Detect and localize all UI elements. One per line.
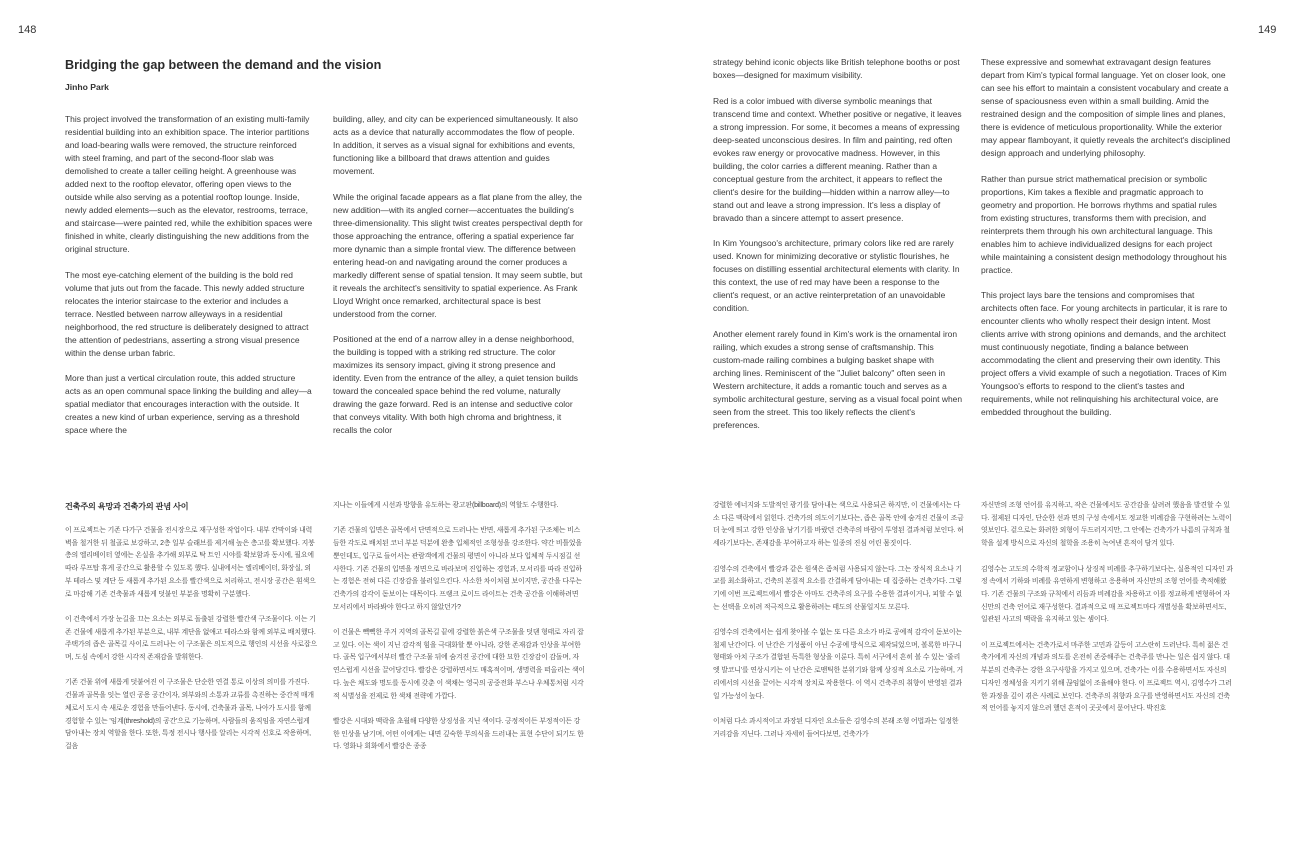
korean-column-4	[981, 500, 1233, 729]
korean-column-2	[333, 500, 585, 767]
paragraph: Red is a color imbued with diverse symbolic meanings that transcend time and context. Whether positive or negative, it leaves a strong impression. For some, it becomes a means of expressing deep-seated unconscious desires. In film and painting, red often evokes raw energy or provocative madness. However, in this building, the color carries a different meaning. Rather than a conceptual gesture from the architect, it appears to reflect the client's desire for the building—hidden within a narrow alley—to stand out and leave a strong impression. It's less a display of bravado than a sincere attempt to assert presence.	[713, 95, 962, 223]
paragraph: 이 건물은 빽빽한 주거 지역의 골목길 끝에 강렬한 붉은색 구조물을 덧댄 형태로 자리 잡고 있다. 이는 색이 지닌 감각적 힘을 극대화할 뿐 아니라, 강한 존재감과 인상을 부여한다. 골목 입구에서부터 빨간 구조물 뒤에 숨겨진 공간에 대한 묘한 긴장감이 감돌며, 자연스럽게 시선을 끌어당긴다. 빨강은 강렬하면서도 매혹적이며, 생명력을 떠올리는 색이다. 높은 채도와 명도를 동시에 갖춘 이 색채는 영국의 공중전화 부스나 우체통처럼 시각적 식별성을 전제로 한 색채 전략에 가깝다.	[333, 629, 585, 700]
paragraph: 기존 건물의 입면은 골목에서 단면적으로 드러나는 반면, 새롭게 추가된 구조체는 비스듬한 각도로 배치된 코너 부분 덕분에 완충 입체적인 조형성을 강조한다. 약간 비틀었을 뿐인데도, 입구로 들어서는 관람객에게 건물의 평면이 아니라 보다 입체적 두시점길 선사한다. 기존 건물의 입면을 정면으로 바라보며 진입하는 경험과, 모서리를 따라 진입하는 경험은 전혀 다른 긴장감을 불러일으킨다. 사소한 차이처럼 보이지만, 공간을 다루는 건축가의 감각이 돋보이는 대목이다. 프랭크 로이드 라이트는 건축 공간을 이해하려면 모서리에서 바라봐야 한다고 하지 않았던가?	[333, 527, 582, 611]
paragraph: The most eye-catching element of the building is the bold red volume that juts out from the facade. This newly added structure relocates the interior staircase to the exterior and includes a terrace. Nestled between narrow alleyways in a residential neighborhood, the red structure is deliberately designed to attract the attention of pedestrians, asserting a strong visual presence within the dense urban fabric.	[65, 269, 309, 358]
english-column-4	[981, 56, 1231, 432]
paragraph: 이 프로젝트는 기존 다가구 건물을 전시장으로 재구성한 작업이다. 내부 칸막이와 내력벽을 철거한 뒤 철골로 보강하고, 2층 일부 슬래브를 제거해 높은 층고를 확보했다. 지붕층의 엘리베이터 옆에는 온실을 추가해 외부로 탁 트인 시야를 확보함과 동시에, 필요에 따라 루프탑 휴게 공간으로 활용할 수 있도록 했다. 실내에서는 엘리베이터, 화장실, 외부 테라스 및 계단 등 새롭게 추가된 요소를 빨간색으로 처리하고, 전시장 공간은 흰색으로 마감해 기존 건축물과 새롭게 덧붙인 부분을 명확히 구분했다.	[65, 527, 316, 598]
english-column-2	[333, 113, 583, 450]
article-title: Bridging the gap between the demand and the vision	[65, 58, 382, 72]
paragraph: Rather than pursue strict mathematical precision or symbolic proportions, Kim takes a flexible and pragmatic approach to geometry and proportion. He borrows rhythms and spatial rules from existing structures, transforms them with precision, and reinterprets them through his own architectural language. This enables him to achieve individualized designs for each project while maintaining a consistent design methodology throughout his practice.	[981, 173, 1227, 275]
article-author: Jinho Park	[65, 82, 109, 92]
paragraph: This project involved the transformation of an existing multi-family residential building into an exhibition space. The interior partitions and load-bearing walls were removed, the structure reinforced with steel framing, and part of the second-floor slab was demolished to create a taller ceiling height. A greenhouse was added next to the rooftop elevator, offering open views to the outside while also serving as a potential rooftop lounge. Inside, newly added elements—such as the elevator, restrooms, terrace, and staircase—were painted red, while the exhibition spaces were finished in white, clearly distinguishing the new additions from the original structure.	[65, 114, 313, 254]
paragraph: Another element rarely found in Kim's work is the ornamental iron railing, which exudes a strong sense of craftsmanship. This custom-made railing combines a bulging basket shape with arching lines. Reminiscent of the "Juliet balcony" often seen in Western architecture, it adds a romantic touch and serves as a symbolic architectural gesture, serving as a visual focal point when seen from the street. This too likely reflects the client's preferences.	[713, 328, 963, 430]
korean-title: 건축주의 욕망과 건축가의 관념 사이	[65, 502, 189, 511]
paragraph: This project lays bare the tensions and compromises that architects often face. For young architects in particular, it is rare to encounter clients who wholly respect their design intent. Most clients arrive with strong opinions and demands, and the architect must continuously negotiate, finding a balance between accommodating the client and preserving their own identity. This project offers a vivid example of such a negotiation. Traces of Kim Youngsoo's efforts to respond to the client's tastes and requirements, while not relinquishing his architectural voice, are embedded throughout the building.	[981, 290, 1228, 417]
paragraph: 김영수는 고도의 수학적 정교함이나 상징적 비례를 추구하기보다는, 실용적인 디자인 과정 속에서 기하와 비례를 유연하게 변형하고 응용하며 자신만의 조형 언어를 축적해왔다. 기존 건물의 구조와 규칙에서 리듬과 비례감을 차용하고 이를 정교하게 변형하여 자신만의 건축 언어로 재구성한다. 결과적으로 매 프로젝트마다 개별성을 확보하면서도, 일관된 사고의 맥락을 유지하고 있는 셈이다.	[981, 565, 1233, 624]
korean-column-3	[713, 500, 965, 754]
korean-column-1	[65, 500, 317, 766]
english-column-1	[65, 113, 313, 450]
paragraph: 이 프로젝트에서는 건축가로서 마주한 고민과 갈등이 고스란히 드러난다. 특히 젊은 건축가에게 자신의 개념과 의도를 온전히 존중해주는 건축주를 만나는 일은 쉽지 않다. 대부분의 건축주는 강한 요구사항을 가지고 있으며, 건축가는 이를 수용하면서도 자신의 디자인 정체성을 지키기 위해 끊임없이 조율해야 한다. 이 프로젝트 역시, 김영수가 그러한 과정을 깊이 겪은 사례로 보인다. 건축주의 취향과 요구를 반영하면서도 자신의 건축적 언어를 놓지지 않으려 했던 흔적이 곳곳에서 묻어난다. 박진호	[981, 641, 1232, 713]
paragraph: 지나는 이들에게 시선과 방향을 유도하는 광고판(billboard)의 역할도 수행한다.	[333, 502, 559, 509]
paragraph: Positioned at the end of a narrow alley in a dense neighborhood, the building is topped with a striking red structure. The color maximizes its sensory impact, giving it strong presence and identity. Even from the entrance of the alley, a quiet tension builds toward the concealed space behind the red volume, naturally drawing the gaze forward. Red is an intense and seductive color that conveys vitality. With both high chroma and brightness, it recalls the color	[333, 334, 578, 435]
paragraph: 자신만의 조형 언어를 유지하고, 작은 건물에서도 공간감을 살려려 했음을 발견할 수 있다. 절제된 디자인, 단순한 선과 면의 구성 속에서도 정교한 비례감을 구현하려는 노력이 엿보인다. 겉으로는 화려한 외형이 두드러지지만, 그 안에는 건축가가 나름의 규칙과 철학을 설계 방식으로 자신의 철학을 조용히 녹여낸 흔적이 담겨 있다.	[981, 502, 1232, 548]
english-column-3	[713, 56, 963, 444]
paragraph: 이 건축에서 가장 눈길을 끄는 요소는 외부로 돌출된 강렬한 빨간색 구조물이다. 이는 기존 건물에 새롭게 추가된 부분으로, 내부 계단을 없애고 테라스와 함께 외부로 배치했다. 주택가의 좁은 골목길 사이로 드러나는 이 구조물은 의도적으로 행인의 시선을 사로잡으며, 도심 속에서 강한 시각적 존재감을 발휘한다.	[65, 615, 317, 662]
paragraph: 이처럼 다소 과시적이고 과장된 디자인 요소들은 김영수의 본래 조형 어법과는 일정한 거리감을 지닌다. 그러나 자세히 들여다보면, 건축가가	[713, 717, 959, 738]
paragraph: While the original facade appears as a flat plane from the alley, the new addition—with its angled corner—accentuates the building's three-dimensionality. This slight twist creates perspectival depth for those approaching the entrance, offering a spatial experience far more dynamic than a simple frontal view. The difference between entering head-on and navigating around the corner produces a markedly different sense of spatial tension. It may seem subtle, but it reveals the architect's sensitivity to spatial experience. As Frank Lloyd Wright once remarked, architectural space is best understood from the corner.	[333, 191, 583, 319]
page-number-right: 149	[1258, 24, 1277, 36]
paragraph: More than just a vertical circulation route, this added structure acts as an open communal space linking the building and alley—a spatial mediator that encourages interaction with the outside. It creates a new kind of urban experience, serving as a threshold space where the	[65, 373, 312, 435]
paragraph: strategy behind iconic objects like British telephone booths or post boxes—designed for maximum visibility.	[713, 57, 960, 80]
paragraph: 기존 건물 위에 새롭게 덧붙여진 이 구조물은 단순한 연결 통로 이상의 의미를 가진다. 건물과 골목을 잇는 열린 공용 공간이자, 외부와의 소통과 교류를 촉진하는 중간적 매개체로서 도시 속 새로운 경험을 만들어낸다. 동시에, 건축물과 골목, 나아가 도시를 함께 경험할 수 있는 '임계(threshold)의 공간'으로 기능하며, 사람들의 움직임을 자연스럽게 담아내는 장치 역할을 한다. 또한, 특정 전시나 행사를 알리는 시각적 신호로 작용하며, 걸음	[65, 679, 314, 750]
paragraph: These expressive and somewhat extravagant design features depart from Kim's typical formal language. Yet on closer look, one can see his effort to maintain a consistent vocabulary and create a sense of spaciousness even within a small building. Amid the restrained design and the composition of simple lines and planes, there is evidence of meticulous proportionality. While the exterior may appear flamboyant, it quietly reveals the architect's disciplined design approach and underlying philosophy.	[981, 57, 1231, 158]
page-number-left: 148	[18, 24, 37, 36]
paragraph: 강렬한 에너지와 도발적인 광기를 담아내는 색으로 사용되곤 하지만, 이 건물에서는 다소 다른 맥락에서 읽힌다. 건축가의 의도이기보다는, 좁은 골목 안에 숨겨진 건물이 조금 더 눈에 띄고 강한 인상을 남기기를 바랐던 건축주의 바람이 투영된 결과처럼 보인다. 허세라기보다는, 존재감을 부여하고자 하는 일종의 진심 어린 몸짓이다.	[713, 502, 964, 548]
paragraph: building, alley, and city can be experienced simultaneously. It also acts as a device that naturally accommodates the flow of people. In addition, it serves as a visual signal for exhibitions and events, functioning like a billboard that draws attention and guides movement.	[333, 114, 578, 176]
paragraph: 김영수의 건축에서는 쉽게 찾아볼 수 없는 또 다른 요소가 바로 공예적 감각이 돋보이는 철제 난간이다. 이 난간은 기성품이 아닌 수공예 방식으로 제작되었으며, 볼록한 바구니 형태와 아치 구조가 결합된 독특한 형상을 이룬다. 특히 서구에서 흔히 볼 수 있는 '줄리엣 발코니'를 연상시키는 이 난간은 로맨틱한 분위기와 함께 상징적 요소로 기능하며, 거리에서의 시선을 끌어는 시각적 장치로 작용한다. 이 역시 건축주의 취향이 반영된 결과일 가능성이 높다.	[713, 629, 964, 700]
paragraph: 빨강은 시대와 맥락을 초월해 다양한 상징성을 지닌 색이다. 긍정적이든 부정적이든 강한 인상을 남기며, 어떤 이에게는 내면 깊숙한 무의식을 드러내는 표현 수단이 되기도 한다. 영화나 회화에서 빨강은 종종	[333, 717, 584, 751]
paragraph: In Kim Youngsoo's architecture, primary colors like red are rarely used. Known for minimizing decorative or stylistic flourishes, he focuses on distilling essential architectural elements with clarity. In this context, the use of red may have been a response to the client's request, or an active reinterpretation of an unavoidable condition.	[713, 238, 960, 313]
paragraph: 김영수의 건축에서 빨강과 같은 원색은 좀처럼 사용되지 않는다. 그는 장식적 요소나 기교를 최소화하고, 건축의 본질적 요소를 간결하게 담아내는 데 집중하는 건축가다. 그렇기에 이번 프로젝트에서 빨강은 아마도 건축주의 요구를 수용한 결과이거나, 피할 수 없는 선택을 오히려 적극적으로 활용하려는 태도의 산물일지도 모른다.	[713, 565, 962, 611]
